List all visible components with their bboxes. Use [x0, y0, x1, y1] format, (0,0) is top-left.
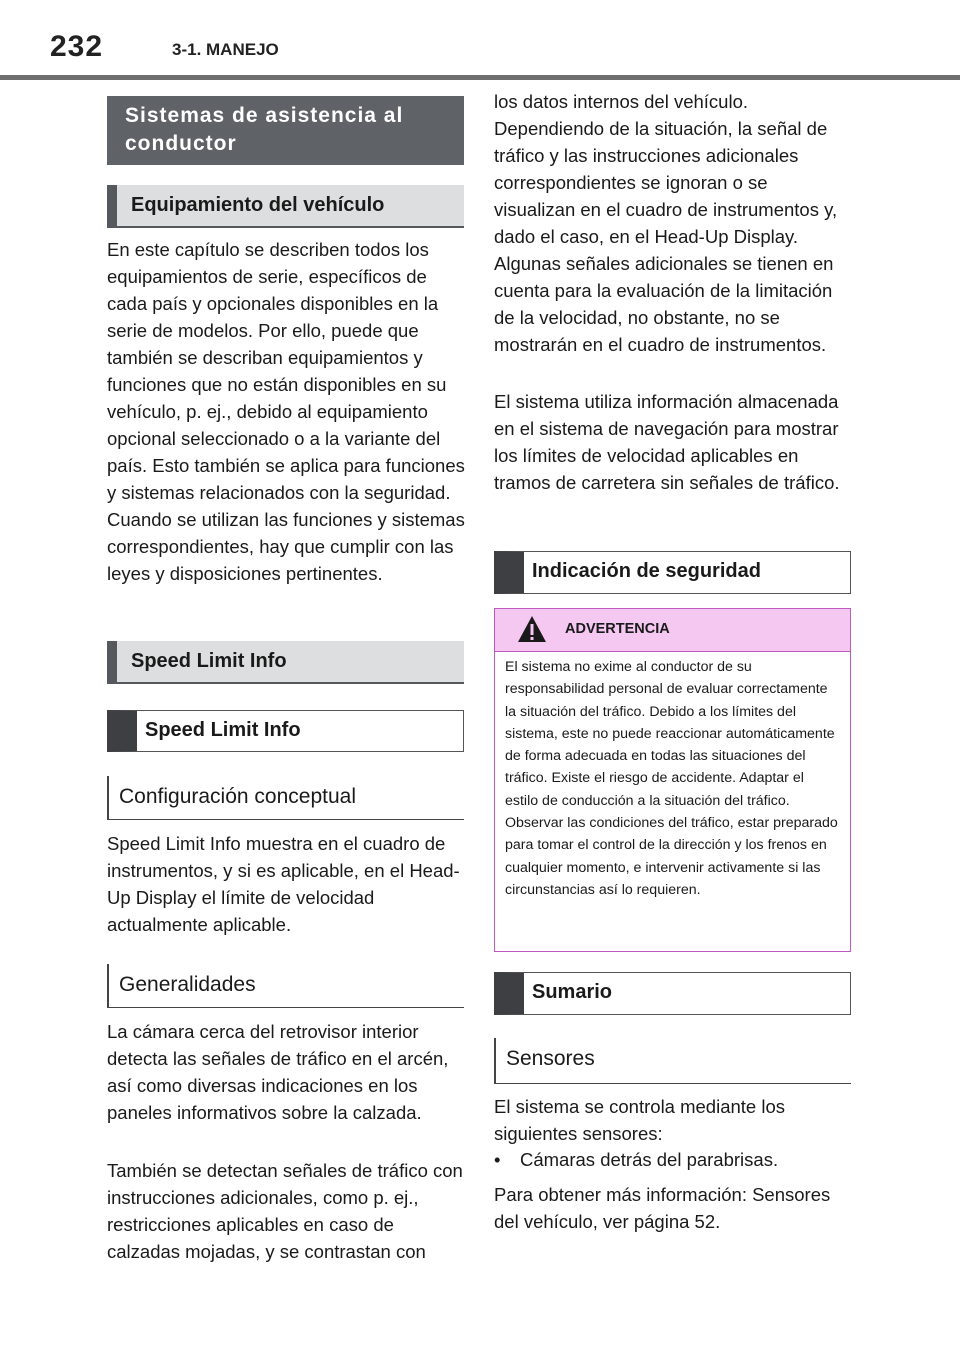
- sli-box-heading-text: Speed Limit Info: [145, 719, 301, 741]
- sensors-heading: [494, 1038, 851, 1084]
- safety-heading-text: Indicación de seguridad: [532, 560, 761, 582]
- sli-heading: [107, 641, 464, 684]
- summary-heading-text: Sumario: [532, 981, 613, 1003]
- general-heading: [107, 964, 464, 1008]
- continued-paragraph: los datos internos del vehículo. Dependiendo de la situación, la señal de tráfico y las instrucciones adicionales correspondientes se ignoran o se visualizan en el cuadro de instrumentos y, dado el caso, en el Head-Up Display. Algunas señales adicionales se tienen en cuenta para la evaluación de la limitación de la velocidad, no obstante, no se mostrarán en el cuadro de instrumentos.: [494, 91, 838, 355]
- page-number: 232: [50, 30, 104, 63]
- more-info-paragraph: Para obtener más información: Sensores del vehículo, ver página 52.: [494, 1184, 831, 1232]
- equipment-heading: [107, 185, 464, 228]
- summary-heading: [494, 972, 851, 1015]
- sensors-heading-text: Sensores: [506, 1047, 595, 1070]
- general-paragraph-1: La cámara cerca del retrovisor interior detecta las señales de tráfico en el arcén, así como diversas indicaciones en los paneles informativos sobre la calzada.: [107, 1021, 449, 1123]
- chapter-title: [107, 96, 464, 165]
- sensors-paragraph: El sistema se controla mediante los siguientes sensores:: [494, 1096, 785, 1144]
- navigation-paragraph: El sistema utiliza información almacenada en el sistema de navegación para mostrar los límites de velocidad aplicables en tramos de carretera sin señales de tráfico.: [494, 391, 840, 493]
- equipment-paragraph: En este capítulo se describen todos los equipamientos de serie, específicos de cada país y opcionales disponibles en la serie de modelos. Por ello, puede que también se describan equipamientos y funciones que no están disponibles en su vehículo, p. ej., debido al equipamiento opcional seleccionado o a la variante del país. Esto también se aplica para funciones y sistemas relacionados con la seguridad. Cuando se utilizan las funciones y sistemas correspondientes, hay que cumplir con las leyes y disposiciones pertinentes.: [107, 239, 465, 584]
- bullet-mark: •: [494, 1149, 501, 1170]
- warning-text: El sistema no exime al conductor de su responsabilidad personal de evaluar correctamente la situación del tráfico. Debido a los límites del sistema, este no puede reaccionar automáticamente de forma adecuada en todas las situaciones del tráfico. Existe el riesgo de accidente. Adaptar el estilo de conducción a la situación del tráfico. Observar las condiciones del tráfico, estar preparado para tomar el control de la dirección y los frenos en cualquier momento, e intervenir activamente si las circunstancias así lo requieren.: [505, 659, 838, 898]
- warning-title: ADVERTENCIA: [565, 621, 670, 637]
- warning-box: [494, 608, 851, 952]
- header-divider: [0, 75, 960, 80]
- concept-heading-text: Configuración conceptual: [119, 785, 356, 808]
- warning-header: [495, 609, 850, 652]
- concept-heading: [107, 776, 464, 820]
- chapter-title-text: Sistemas de asistencia al conductor: [125, 104, 404, 155]
- sensor-list-item: [494, 1146, 851, 1173]
- bullet-text: Cámaras detrás del parabrisas.: [520, 1149, 779, 1170]
- general-paragraph-2: También se detectan señales de tráfico con instrucciones adicionales, como p. ej., restricciones aplicables en caso de calzadas mojadas, y se contrastan con: [107, 1160, 463, 1262]
- safety-heading: [494, 551, 851, 594]
- section-title: 3-1. MANEJO: [172, 40, 279, 59]
- equipment-heading-text: Equipamiento del vehículo: [131, 194, 385, 216]
- warning-triangle-icon: [517, 615, 547, 648]
- concept-paragraph: Speed Limit Info muestra en el cuadro de instrumentos, y si es aplicable, en el Head-Up Display el límite de velocidad actualmente aplicable.: [107, 833, 460, 935]
- page-header: [0, 0, 960, 80]
- sli-box-heading: [107, 710, 464, 752]
- sli-heading-text: Speed Limit Info: [131, 650, 287, 672]
- general-heading-text: Generalidades: [119, 973, 256, 996]
